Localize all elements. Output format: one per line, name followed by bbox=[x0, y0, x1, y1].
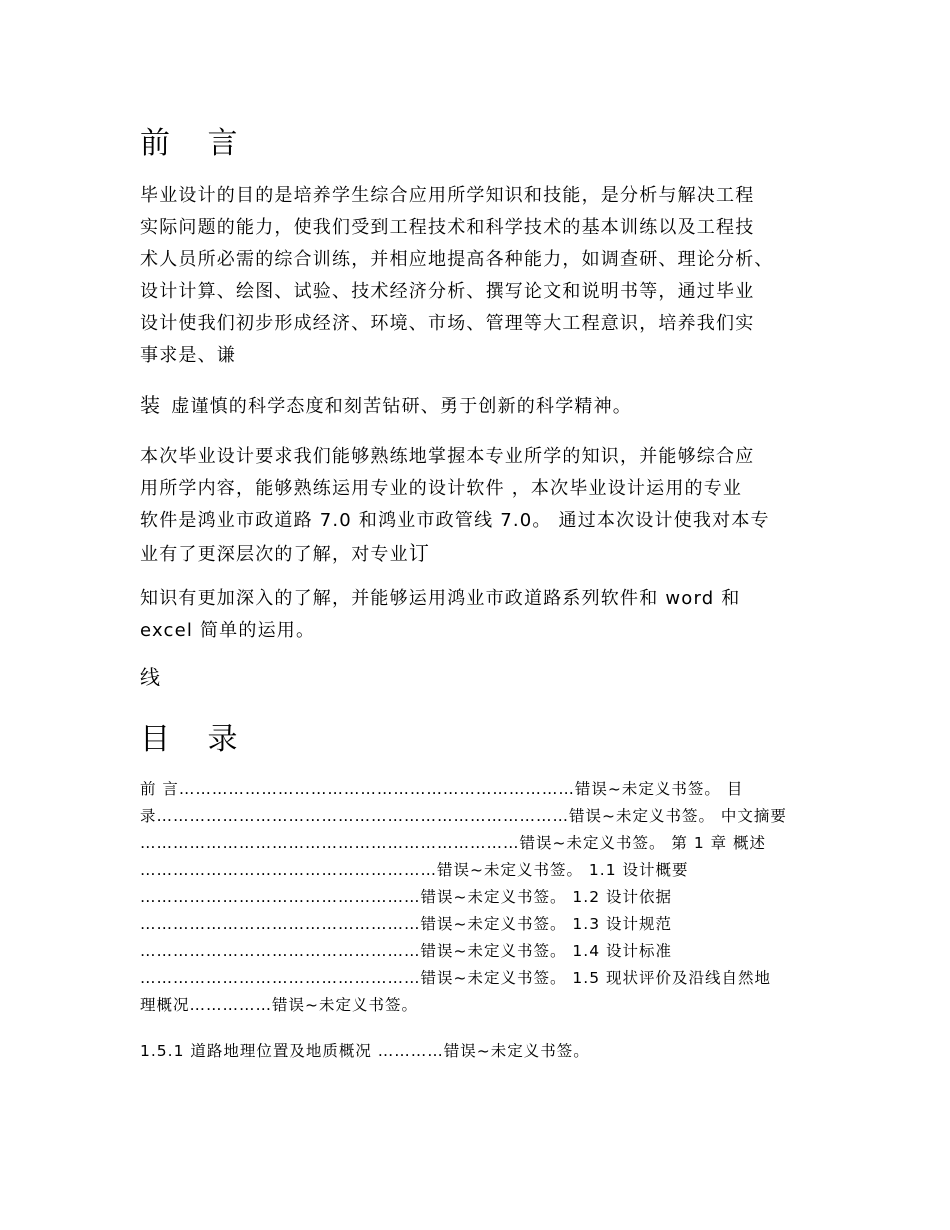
text-line: 设计使我们初步形成经济、环境、市场、管理等大工程意识，培养我们实 bbox=[140, 313, 755, 334]
preface-paragraph-2 bbox=[140, 389, 820, 423]
table-of-contents bbox=[140, 776, 820, 1019]
binding-mark-line bbox=[140, 661, 820, 693]
text-line: 设计计算、绘图、试验、技术经济分析、撰写论文和说明书等，通过毕业 bbox=[140, 281, 755, 302]
binding-mark-zhuang: 装 bbox=[140, 393, 162, 417]
text-line: 毕业设计的目的是培养学生综合应用所学知识和技能，是分析与解决工程 bbox=[140, 185, 755, 206]
toc-entry[interactable]: ……………………………………………错误~未定义书签。 1.3 设计规范 bbox=[140, 915, 672, 933]
text-line: 术人员所必需的综合训练，并相应地提高各种能力，如调查研、理论分析、 bbox=[140, 249, 774, 270]
preface-paragraph-1 bbox=[140, 180, 820, 372]
toc-entry[interactable]: ……………………………………………错误~未定义书签。 1.5 现状评价及沿线自然地 bbox=[140, 969, 771, 987]
preface-paragraph-3 bbox=[140, 441, 820, 571]
text-line: excel 简单的运用。 bbox=[140, 620, 316, 641]
toc-entry[interactable]: 理概况……………错误~未定义书签。 bbox=[140, 996, 418, 1014]
text-line: 业有了更深层次的了解，对专业 bbox=[140, 544, 409, 565]
text-line: 知识有更加深入的了解，并能够运用鸿业市政道路系列软件和 word 和 bbox=[140, 588, 741, 609]
text-line: 实际问题的能力，使我们受到工程技术和科学技术的基本训练以及工程技 bbox=[140, 217, 755, 238]
binding-mark-ding: 订 bbox=[408, 541, 431, 565]
toc-entry[interactable]: ……………………………………………错误~未定义书签。 1.2 设计依据 bbox=[140, 888, 672, 906]
toc-entry-last bbox=[140, 1038, 820, 1065]
text-line: 本次毕业设计要求我们能够熟练地掌握本专业所学的知识，并能够综合应 bbox=[140, 446, 755, 467]
toc-entry[interactable]: ……………………………………………错误~未定义书签。 1.4 设计标准 bbox=[140, 942, 672, 960]
toc-entry[interactable]: 录…………………………………………………………………错误~未定义书签。 中文摘要 bbox=[140, 807, 787, 825]
text-line: 虚谨慎的科学态度和刻苦钻研、勇于创新的科学精神。 bbox=[171, 396, 633, 417]
binding-mark-xian: 线 bbox=[140, 665, 162, 689]
preface-title: 前 言 bbox=[140, 126, 252, 161]
toc-entry[interactable]: ……………………………………………………………错误~未定义书签。 第 1 章 概述 bbox=[140, 834, 767, 852]
toc-entry[interactable]: 1.5.1 道路地理位置及地质概况 …………错误~未定义书签。 bbox=[140, 1042, 590, 1060]
text-line: 事求是、谦 bbox=[140, 345, 236, 366]
text-line: 用所学内容，能够熟练运用专业的设计软件 ，本次毕业设计运用的专业 bbox=[140, 478, 743, 499]
toc-entry[interactable]: ………………………………………………错误~未定义书签。 1.1 设计概要 bbox=[140, 861, 689, 879]
text-line: 软件是鸿业市政道路 7.0 和鸿业市政管线 7.0。 通过本次设计使我对本专 bbox=[140, 510, 770, 531]
preface-paragraph-4 bbox=[140, 583, 820, 647]
toc-entry[interactable]: 前 言………………………………………………………………错误~未定义书签。 目 bbox=[140, 780, 744, 798]
toc-title: 目 录 bbox=[140, 722, 252, 757]
